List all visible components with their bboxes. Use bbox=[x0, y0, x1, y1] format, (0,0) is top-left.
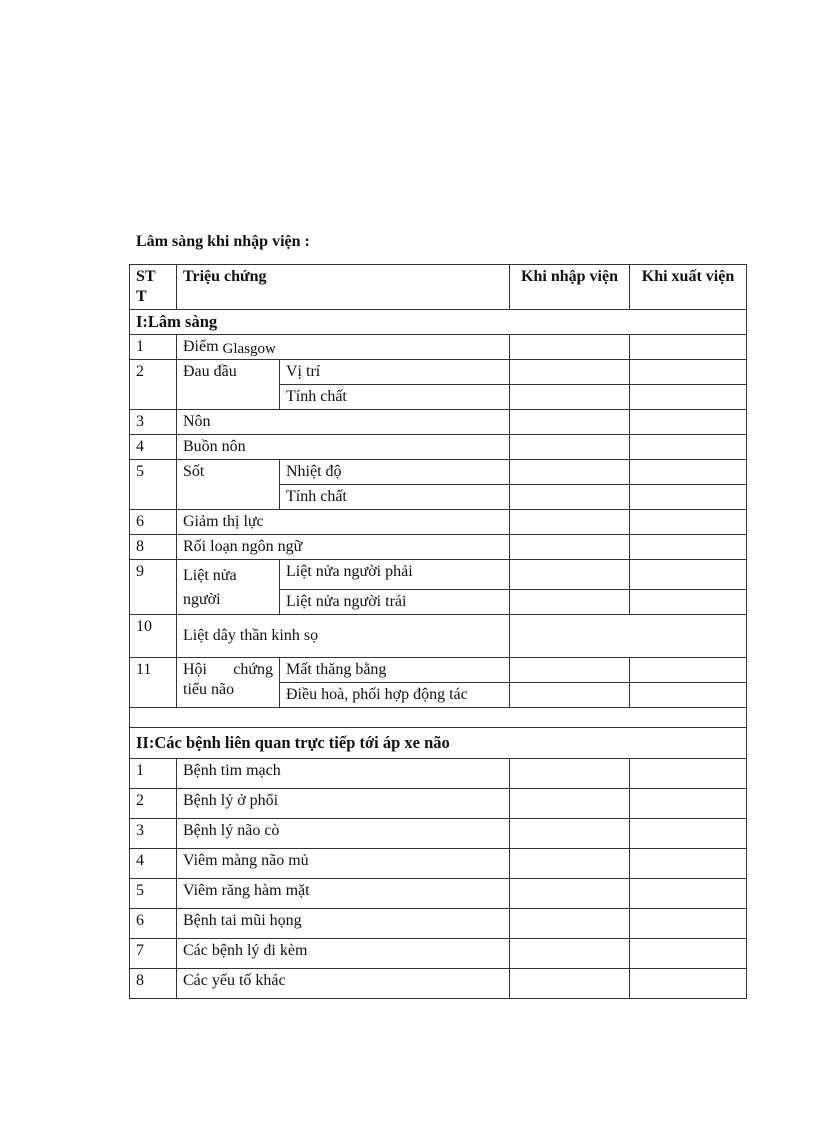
admission-cell[interactable] bbox=[510, 589, 630, 614]
row-number: 4 bbox=[130, 849, 177, 879]
row-label: Giảm thị lực bbox=[177, 510, 510, 535]
row-label: Rối loạn ngôn ngữ bbox=[177, 535, 510, 560]
section-row bbox=[130, 728, 747, 759]
discharge-cell[interactable] bbox=[630, 385, 747, 410]
spacer-row bbox=[130, 708, 747, 728]
table-row bbox=[130, 909, 747, 939]
row-number: 10 bbox=[130, 615, 177, 658]
header-discharge: Khi xuất viện bbox=[630, 265, 747, 310]
sub-label: Nhiệt độ bbox=[280, 460, 510, 485]
row-number: 6 bbox=[130, 510, 177, 535]
admission-cell[interactable] bbox=[510, 435, 630, 460]
row-label: Viêm răng hàm mặt bbox=[177, 879, 510, 909]
header-symptom: Triệu chứng bbox=[177, 265, 510, 310]
discharge-cell[interactable] bbox=[630, 435, 747, 460]
admission-cell[interactable] bbox=[510, 819, 630, 849]
row-number: 1 bbox=[130, 335, 177, 360]
discharge-cell[interactable] bbox=[630, 969, 747, 999]
admission-cell[interactable] bbox=[510, 385, 630, 410]
discharge-cell[interactable] bbox=[630, 879, 747, 909]
admission-cell[interactable] bbox=[510, 410, 630, 435]
discharge-cell[interactable] bbox=[630, 560, 747, 590]
row-label: Các yếu tố khác bbox=[177, 969, 510, 999]
row-number: 11 bbox=[130, 658, 177, 708]
row-number: 5 bbox=[130, 879, 177, 909]
table-row bbox=[130, 969, 747, 999]
discharge-cell[interactable] bbox=[630, 789, 747, 819]
discharge-cell[interactable] bbox=[630, 335, 747, 360]
row-number: 1 bbox=[130, 759, 177, 789]
section-title-related-diseases: II:Các bệnh liên quan trực tiếp tới áp xe não bbox=[130, 728, 747, 759]
discharge-cell[interactable] bbox=[630, 510, 747, 535]
admission-cell[interactable] bbox=[510, 485, 630, 510]
sub-label: Liệt nửa người trái bbox=[280, 589, 510, 614]
section-row bbox=[130, 310, 747, 335]
admission-cell[interactable] bbox=[510, 535, 630, 560]
table-row bbox=[130, 360, 747, 385]
section-title-clinical: I:Lâm sàng bbox=[130, 310, 747, 335]
row-label: Sốt bbox=[177, 460, 280, 510]
admission-cell[interactable] bbox=[510, 460, 630, 485]
table-row bbox=[130, 939, 747, 969]
table-row bbox=[130, 560, 747, 590]
table-row bbox=[130, 789, 747, 819]
admission-cell[interactable] bbox=[510, 849, 630, 879]
admission-cell[interactable] bbox=[510, 683, 630, 708]
row-number: 3 bbox=[130, 819, 177, 849]
row-number: 5 bbox=[130, 460, 177, 510]
row-number: 9 bbox=[130, 560, 177, 615]
table-row bbox=[130, 535, 747, 560]
discharge-cell[interactable] bbox=[630, 849, 747, 879]
discharge-cell[interactable] bbox=[630, 939, 747, 969]
discharge-cell[interactable] bbox=[630, 460, 747, 485]
table-row bbox=[130, 849, 747, 879]
row-number: 8 bbox=[130, 535, 177, 560]
discharge-cell[interactable] bbox=[630, 658, 747, 683]
table-row bbox=[130, 759, 747, 789]
row-label: Nôn bbox=[177, 410, 510, 435]
row-label: Bệnh tim mạch bbox=[177, 759, 510, 789]
admission-cell[interactable] bbox=[510, 939, 630, 969]
clinical-form-table bbox=[129, 264, 747, 999]
row-number: 2 bbox=[130, 789, 177, 819]
admission-cell[interactable] bbox=[510, 360, 630, 385]
admission-cell[interactable] bbox=[510, 789, 630, 819]
row-label: Liệt nửa người bbox=[177, 560, 280, 615]
discharge-cell[interactable] bbox=[630, 819, 747, 849]
discharge-cell[interactable] bbox=[630, 589, 747, 614]
table-row bbox=[130, 510, 747, 535]
row-number: 4 bbox=[130, 435, 177, 460]
form-heading: Lâm sàng khi nhập viện : bbox=[136, 233, 310, 250]
discharge-cell[interactable] bbox=[630, 759, 747, 789]
row-label: Bệnh lý ở phổi bbox=[177, 789, 510, 819]
discharge-cell[interactable] bbox=[630, 909, 747, 939]
row-label: Các bệnh lý đi kèm bbox=[177, 939, 510, 969]
admission-cell[interactable] bbox=[510, 560, 630, 590]
admission-cell[interactable] bbox=[510, 658, 630, 683]
table-row bbox=[130, 658, 747, 683]
table-row bbox=[130, 615, 747, 658]
row-number: 7 bbox=[130, 939, 177, 969]
row-label: Viêm màng não mủ bbox=[177, 849, 510, 879]
table-row bbox=[130, 819, 747, 849]
admission-cell[interactable] bbox=[510, 969, 630, 999]
admission-cell[interactable] bbox=[510, 510, 630, 535]
discharge-cell[interactable] bbox=[630, 485, 747, 510]
admission-cell[interactable] bbox=[510, 909, 630, 939]
row-number: 3 bbox=[130, 410, 177, 435]
admission-cell[interactable] bbox=[510, 879, 630, 909]
sub-label: Vị trí bbox=[280, 360, 510, 385]
merged-value-cell[interactable] bbox=[510, 615, 747, 658]
discharge-cell[interactable] bbox=[630, 410, 747, 435]
sub-label: Tính chất bbox=[280, 385, 510, 410]
row-label-line: Hội chứng bbox=[183, 661, 273, 678]
discharge-cell[interactable] bbox=[630, 535, 747, 560]
admission-cell[interactable] bbox=[510, 335, 630, 360]
discharge-cell[interactable] bbox=[630, 360, 747, 385]
header-stt: STT bbox=[130, 265, 177, 310]
row-label: Bệnh tai mũi họng bbox=[177, 909, 510, 939]
table-row bbox=[130, 460, 747, 485]
header-admission: Khi nhập viện bbox=[510, 265, 630, 310]
row-label: Buồn nôn bbox=[177, 435, 510, 460]
glasgow-text: Glasgow bbox=[222, 341, 276, 357]
admission-cell[interactable] bbox=[510, 759, 630, 789]
row-label-line: tiểu não bbox=[183, 681, 235, 698]
row-number: 8 bbox=[130, 969, 177, 999]
discharge-cell[interactable] bbox=[630, 683, 747, 708]
row-label: Đau đầu bbox=[177, 360, 280, 410]
sub-label: Tính chất bbox=[280, 485, 510, 510]
row-label: Điểm Glasgow bbox=[177, 335, 510, 360]
sub-label: Điều hoà, phối hợp động tác bbox=[280, 683, 510, 708]
header-row bbox=[130, 265, 747, 310]
row-number: 2 bbox=[130, 360, 177, 410]
row-label bbox=[177, 658, 280, 708]
table-row bbox=[130, 879, 747, 909]
spacer-cell bbox=[130, 708, 747, 728]
table-row bbox=[130, 410, 747, 435]
row-number: 6 bbox=[130, 909, 177, 939]
row-label: Bệnh lý não cò bbox=[177, 819, 510, 849]
table-row bbox=[130, 335, 747, 360]
sub-label: Mất thăng bằng bbox=[280, 658, 510, 683]
sub-label: Liệt nửa người phải bbox=[280, 560, 510, 590]
table-row bbox=[130, 435, 747, 460]
row-label: Liệt dây thần kinh sọ bbox=[177, 615, 510, 658]
